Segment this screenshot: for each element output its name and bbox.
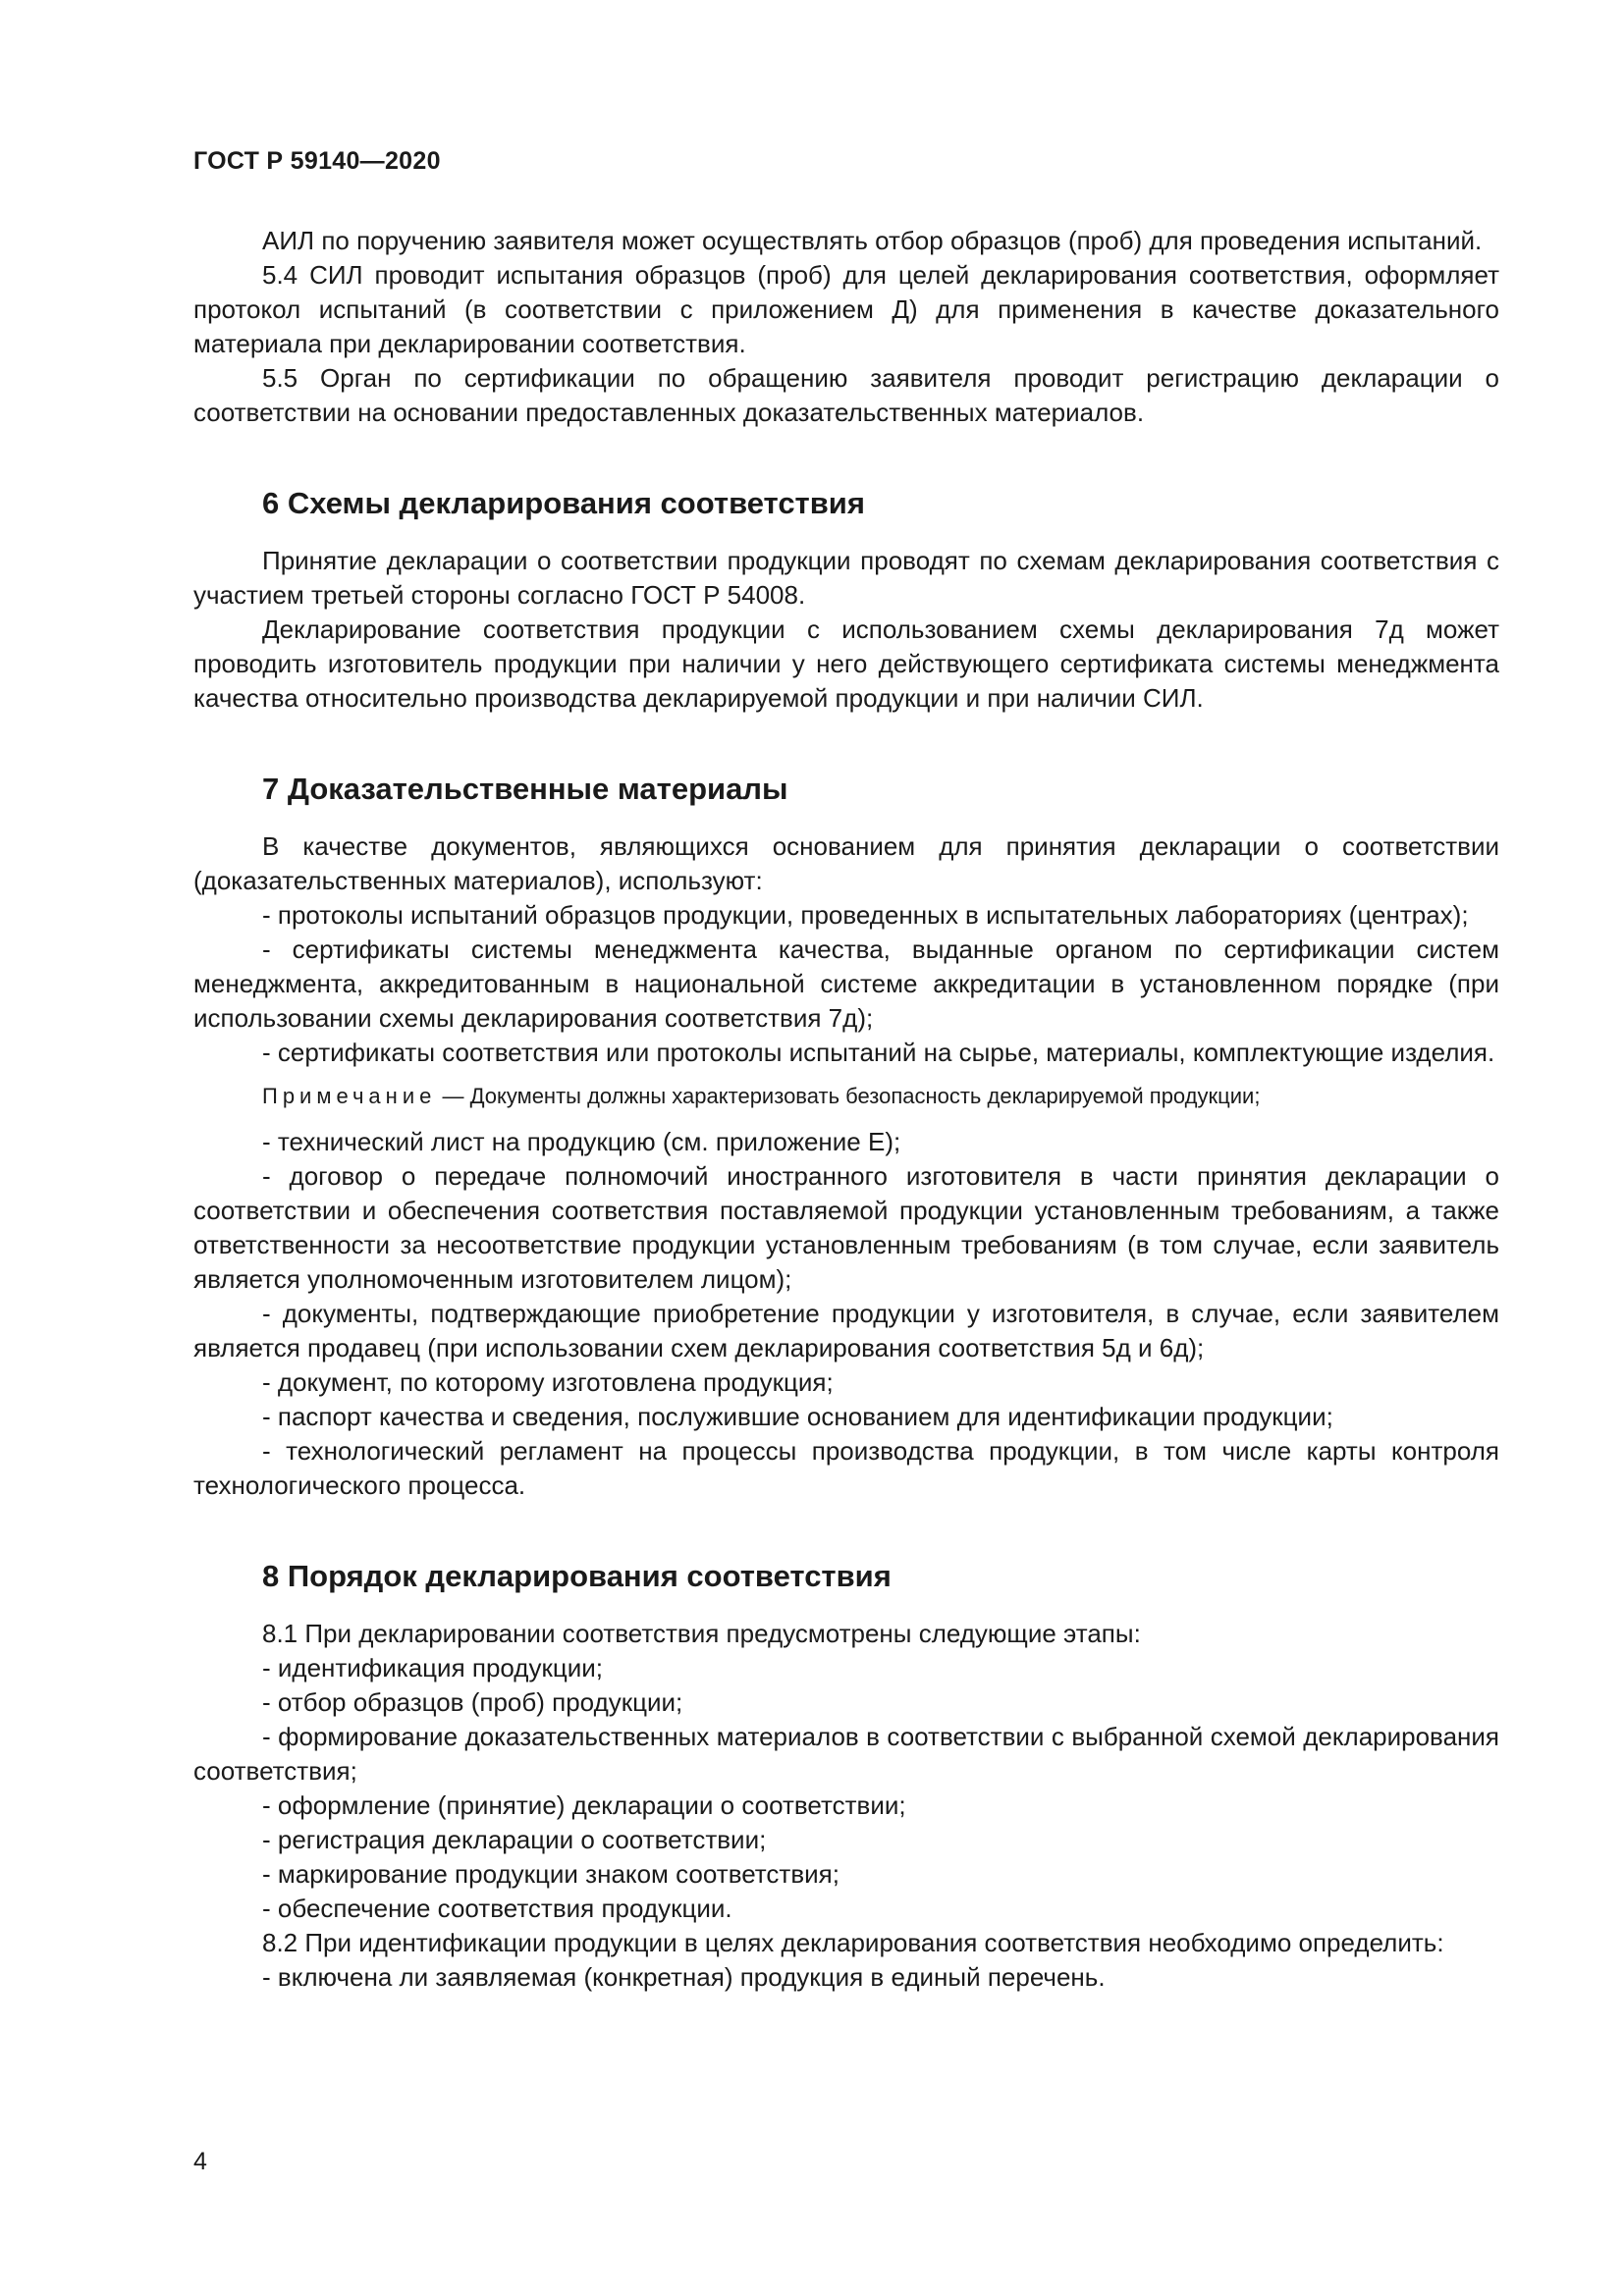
list-item-purchase-documents: - документы, подтверждающие приобретение продукции у изготовителя, в случае, если заявителем является продавец (при использовании схем декларирования соответствия 5д и 6д);	[193, 1299, 1499, 1362]
stage-declaration-registration: - регистрация декларации о соответствии;	[262, 1825, 767, 1854]
paragraph-6-2: Декларирование соответствия продукции с использованием схемы декларирования 7д может проводить изготовитель продукции при наличии у него действующего сертификата системы менеджмента качества относительно производства декларируемой продукции и при наличии СИЛ.	[193, 614, 1499, 713]
standard-code-header: ГОСТ Р 59140—2020	[193, 147, 441, 175]
list-item-technological-regulation: - технологический регламент на процессы производства продукции, в том числе карты контроля технологического процесса.	[193, 1436, 1499, 1500]
paragraph-6-1: Принятие декларации о соответствии продукции проводят по схемам декларирования соответствия с участием третьей стороны согласно ГОСТ Р 54008.	[193, 546, 1499, 610]
list-item-power-transfer-contract: - договор о передаче полномочий иностранного изготовителя в части принятия декларации о соответствии и обеспечения соответствия поставляемой продукции установленным требованиям, а также ответственности за несоответствие продукции установленным требованиям (в том случае, если заявитель является уполномоченным изготовителем лицом);	[193, 1161, 1499, 1294]
paragraph-5-4: 5.4 СИЛ проводит испытания образцов (проб) для целей декларирования соответствия, оформляет протокол испытаний (в соответствии с приложением Д) для применения в качестве доказательного материала при декларировании соответствия.	[193, 260, 1499, 358]
note	[193, 1082, 1499, 1111]
section-6-heading: 6 Схемы декларирования соответствия	[262, 486, 865, 520]
paragraph-8-1: 8.1 При декларировании соответствия предусмотрены следующие этапы:	[262, 1619, 1141, 1648]
page-number: 4	[193, 2148, 207, 2175]
list-item-raw-material-certificates: - сертификаты соответствия или протоколы испытаний на сырье, материалы, комплектующие изделия.	[262, 1038, 1495, 1067]
stage-conformity-assurance: - обеспечение соответствия продукции.	[262, 1894, 732, 1923]
list-item-test-protocols: - протоколы испытаний образцов продукции, проведенных в испытательных лабораториях (центрах);	[262, 900, 1469, 930]
stage-sampling: - отбор образцов (проб) продукции;	[262, 1687, 683, 1717]
paragraph-7-intro: В качестве документов, являющихся основанием для принятия декларации о соответствии (доказательственных материалов), используют:	[193, 831, 1499, 895]
section-7-heading: 7 Доказательственные материалы	[262, 772, 788, 806]
note-label: Примечание	[262, 1084, 437, 1108]
list-item-technical-sheet: - технический лист на продукцию (см. приложение Е);	[262, 1127, 901, 1156]
stage-evidence-forming: - формирование доказательственных материалов в соответствии с выбранной схемой декларирования соответствия;	[193, 1722, 1499, 1786]
paragraph-ail-sampling: АИЛ по поручению заявителя может осуществлять отбор образцов (проб) для проведения испытаний.	[262, 226, 1483, 255]
paragraph-5-5: 5.5 Орган по сертификации по обращению заявителя проводит регистрацию декларации о соответствии на основании предоставленных доказательственных материалов.	[193, 363, 1499, 427]
note-text: — Документы должны характеризовать безопасность декларируемой продукции;	[436, 1084, 1261, 1108]
document-page	[193, 0, 1499, 2296]
paragraph-8-2: 8.2 При идентификации продукции в целях декларирования соответствия необходимо определить:	[262, 1928, 1444, 1957]
stage-marking: - маркирование продукции знаком соответствия;	[262, 1859, 839, 1889]
stage-identification: - идентификация продукции;	[262, 1653, 604, 1682]
document-body	[193, 224, 1499, 1995]
section-8-heading: 8 Порядок декларирования соответствия	[262, 1559, 892, 1593]
list-item-qms-certificates: - сертификаты системы менеджмента качества, выданные органом по сертификации систем менеджмента, аккредитованным в национальной системе аккредитации в установленном порядке (при использовании схемы декларирования соответствия 7д);	[193, 934, 1499, 1033]
list-item-manufacturing-document: - документ, по которому изготовлена продукция;	[262, 1367, 834, 1397]
list-item-quality-passport: - паспорт качества и сведения, послужившие основанием для идентификации продукции;	[262, 1402, 1333, 1431]
stage-declaration-adoption: - оформление (принятие) декларации о соответствии;	[262, 1790, 906, 1820]
list-item-unified-list: - включена ли заявляемая (конкретная) продукция в единый перечень.	[262, 1962, 1106, 1992]
